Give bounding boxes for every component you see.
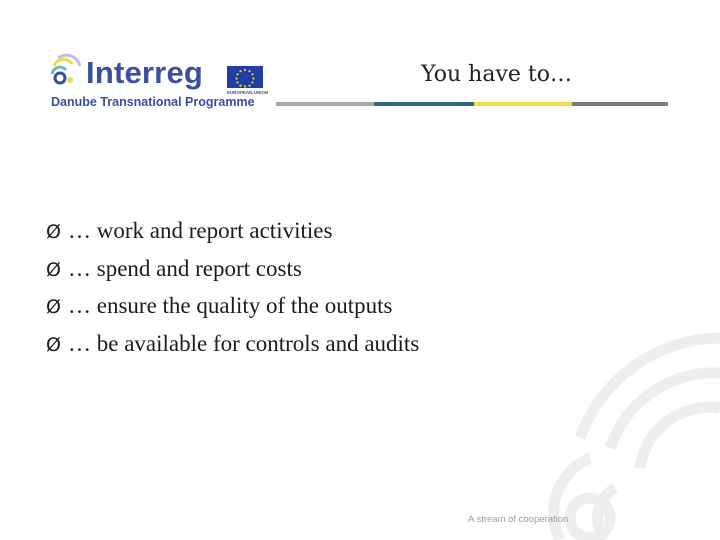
header-rule-gray <box>276 102 374 106</box>
background-swirl-graphic <box>520 318 720 540</box>
eu-label: EUROPEAN UNION <box>227 90 269 95</box>
interreg-swirl-icon <box>46 52 86 92</box>
bullet-item <box>46 214 419 252</box>
bullet-text: … spend and report costs <box>68 255 302 281</box>
interreg-wordmark: Interreg <box>86 55 204 90</box>
bullet-text: … be available for controls and audits <box>68 330 420 356</box>
bullet-item <box>46 252 419 290</box>
bullet-list <box>46 214 419 364</box>
bullet-text: … work and report activities <box>68 218 333 243</box>
eu-flag-icon <box>227 66 263 88</box>
arrow-bullet-icon: Ø <box>46 333 61 356</box>
header-rule-yellow <box>474 102 572 106</box>
arrow-bullet-icon: Ø <box>46 258 61 281</box>
bullet-text: … ensure the quality of the outputs <box>68 293 393 318</box>
arrow-bullet-icon: Ø <box>46 221 61 243</box>
bullet-item <box>46 327 419 365</box>
programme-name: Danube Transnational Programme <box>51 95 255 109</box>
header-rule-teal <box>374 102 474 106</box>
bullet-item <box>46 289 419 327</box>
header-rule-dark-gray <box>572 102 668 106</box>
slide-title: You have to… <box>421 62 572 87</box>
interreg-logo <box>44 48 274 112</box>
footer-tagline: A stream of cooperation <box>468 514 569 525</box>
arrow-bullet-icon: Ø <box>46 296 61 318</box>
